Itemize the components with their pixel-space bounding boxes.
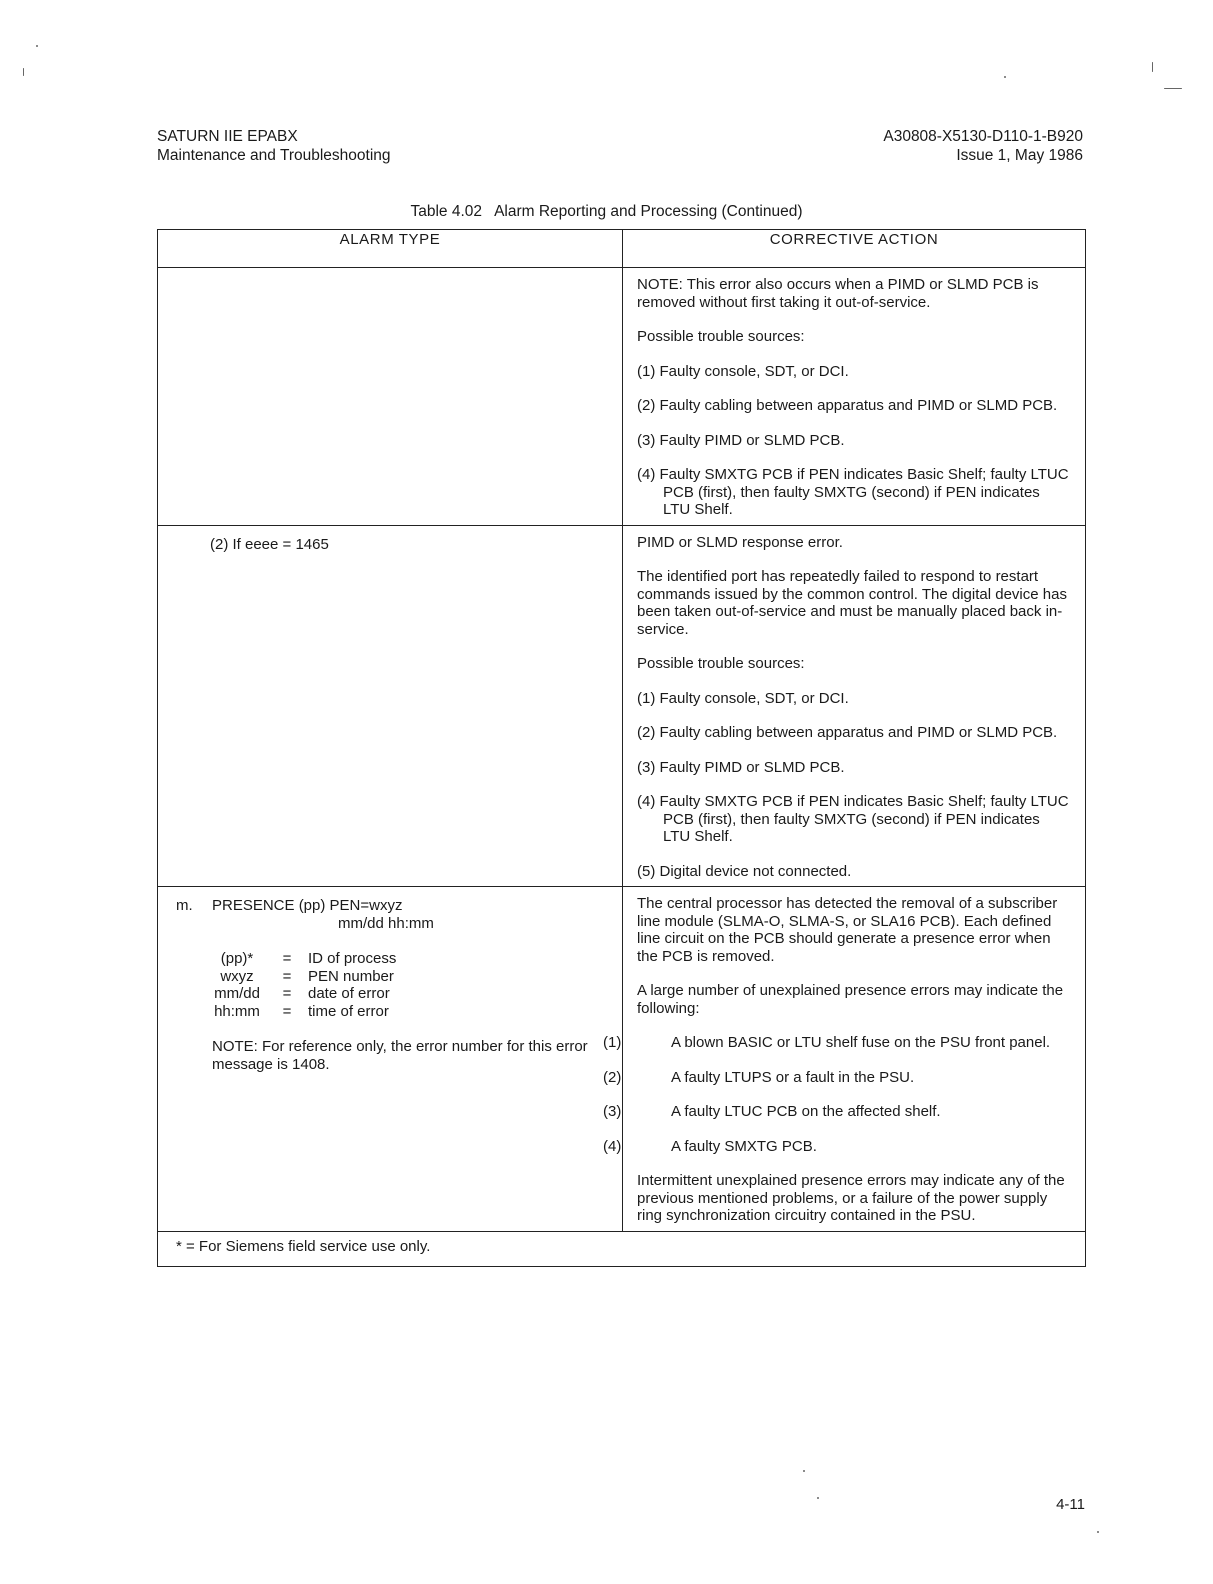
scan-speck — [1164, 88, 1182, 89]
header-left — [157, 127, 391, 165]
doc-subtitle: Maintenance and Troubleshooting — [157, 147, 391, 164]
list-item: (3) Faulty PIMD or SLMD PCB. — [637, 758, 845, 776]
intermittent-text: Intermittent unexplained presence errors may indicate any of the previous mentioned problems, or a failure of the power supply ring synchronization circuitry contained in the PSU. — [637, 1172, 1065, 1224]
trouble-sources-label: Possible trouble sources: — [637, 328, 805, 345]
list-item: (3) A faulty LTUC PCB on the affected shelf. — [603, 1103, 941, 1120]
doc-issue: Issue 1, May 1986 — [956, 147, 1083, 164]
table-row — [158, 887, 1086, 1232]
alarm-condition: (2) If eeee = 1465 — [210, 535, 329, 553]
alarm-line-2: mm/dd hh:mm — [338, 914, 434, 932]
column-header-corrective-action: CORRECTIVE ACTION — [623, 230, 1086, 268]
indication-text: A large number of unexplained presence errors may indicate the following: — [637, 982, 1064, 1017]
list-item: (5) Digital device not connected. — [637, 862, 852, 880]
trouble-sources-label: Possible trouble sources: — [637, 655, 805, 672]
list-item: (1) Faulty console, SDT, or DCI. — [637, 689, 849, 707]
alarm-line-1: PRESENCE (pp) PEN=wxyz — [212, 897, 403, 914]
reference-note: NOTE: For reference only, the error number for this error message is 1408. — [212, 1038, 588, 1073]
table-header-row — [158, 230, 1086, 268]
footnote-row — [158, 1231, 1086, 1266]
definition-term: hh:mm — [214, 1002, 260, 1020]
scan-speck — [23, 68, 24, 76]
definition-equals: = — [282, 985, 292, 1002]
error-title: PIMD or SLMD response error. — [637, 533, 843, 551]
scan-speck — [817, 1497, 819, 1499]
table-row — [158, 268, 1086, 526]
definition-row — [208, 985, 396, 1003]
error-description: The central processor has detected the removal of a subscriber line module (SLMA-O, SLMA-S, or SLA16 PCB). Each defined line circuit on the PCB should generate a presence error when the PCB is removed. — [637, 895, 1058, 965]
corrective-action-cell — [623, 268, 1086, 526]
definition-desc: time of error — [308, 1002, 389, 1020]
page-number: 4-11 — [1056, 1496, 1085, 1513]
definition-desc: date of error — [308, 985, 390, 1002]
alarm-table — [157, 229, 1086, 1267]
scan-speck — [1097, 1531, 1099, 1533]
list-item: (3) Faulty PIMD or SLMD PCB. — [637, 431, 845, 449]
definition-term: wxyz — [220, 967, 254, 985]
header-right — [883, 127, 1083, 165]
list-item: (4) Faulty SMXTG PCB if PEN indicates Basic Shelf; faulty LTUC PCB (first), then faulty SMXTG (second) if PEN indicates LTU Shelf. — [637, 466, 1069, 518]
definition-row — [208, 968, 396, 986]
column-header-alarm-type: ALARM TYPE — [158, 230, 623, 268]
definition-row — [208, 950, 396, 968]
definition-equals: = — [282, 1002, 292, 1020]
corrective-action-cell — [623, 525, 1086, 887]
alarm-type-cell — [158, 525, 623, 887]
definitions-list — [208, 950, 396, 1020]
definition-equals: = — [282, 950, 292, 967]
list-item: (1) Faulty console, SDT, or DCI. — [637, 362, 849, 380]
definition-row — [208, 1003, 396, 1021]
table-row — [158, 525, 1086, 887]
scan-speck — [1152, 62, 1153, 72]
alarm-message — [176, 897, 610, 932]
scan-speck — [1004, 76, 1006, 78]
list-item: (4) Faulty SMXTG PCB if PEN indicates Basic Shelf; faulty LTUC PCB (first), then faulty SMXTG (second) if PEN indicates LTU Shelf. — [637, 793, 1069, 845]
list-item: (2) Faulty cabling between apparatus and PIMD or SLMD PCB. — [637, 724, 1058, 741]
definition-desc: PEN number — [308, 967, 394, 985]
alarm-type-cell — [158, 268, 623, 526]
list-item: (2) Faulty cabling between apparatus and PIMD or SLMD PCB. — [637, 397, 1058, 414]
scan-speck — [803, 1470, 805, 1472]
list-item: (4) A faulty SMXTG PCB. — [603, 1137, 817, 1155]
doc-title: SATURN IIE EPABX — [157, 128, 298, 145]
corrective-action-cell — [603, 887, 1086, 1232]
definition-term: mm/dd — [214, 985, 260, 1002]
doc-number: A30808-X5130-D110-1-B920 — [883, 128, 1083, 145]
definition-term: (pp)* — [220, 950, 254, 967]
table-caption: Table 4.02 Alarm Reporting and Processing (Continued) — [410, 203, 803, 220]
definition-desc: ID of process — [308, 950, 397, 967]
item-letter: m. — [176, 897, 193, 914]
note-text: NOTE: This error also occurs when a PIMD or SLMD PCB is removed without first taking it out-of-service. — [637, 276, 1039, 311]
error-description: The identified port has repeatedly failed to respond to restart commands issued by the common control. The digital device has been taken out-of-service and must be manually placed back in-service. — [637, 568, 1067, 638]
list-item: (2) A faulty LTUPS or a fault in the PSU. — [603, 1068, 915, 1086]
scan-speck — [36, 45, 38, 47]
definition-equals: = — [282, 967, 292, 985]
footnote: * = For Siemens field service use only. — [158, 1231, 1086, 1266]
alarm-type-cell — [158, 887, 623, 1232]
list-item: (1) A blown BASIC or LTU shelf fuse on the PSU front panel. — [603, 1034, 1051, 1051]
